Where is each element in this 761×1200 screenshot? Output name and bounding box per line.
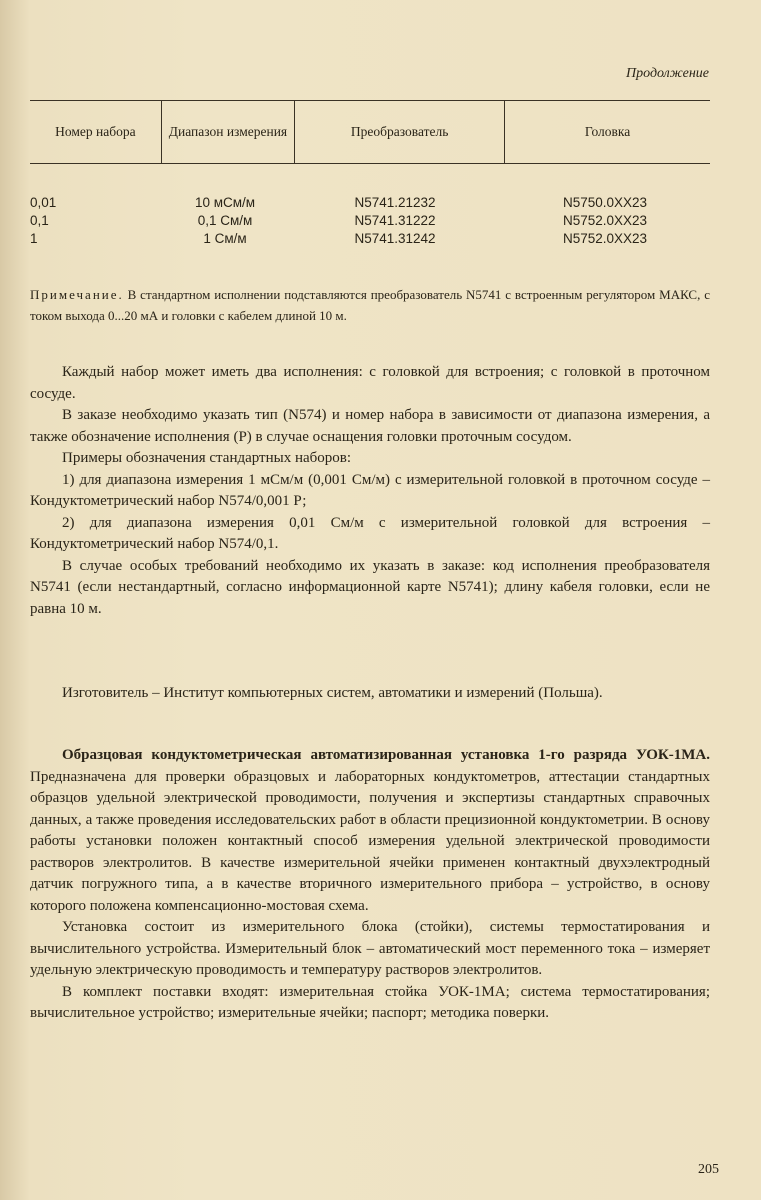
cell: N5741.31242 [354, 231, 436, 246]
cell: N5741.21232 [354, 195, 436, 210]
paragraph: 1) для диапазона измерения 1 мСм/м (0,001 См/м) с измерительной головкой в проточном сосуде – Кондуктометрический набор N574/0,001 Р; [30, 471, 710, 509]
table-header [30, 100, 710, 164]
table-row [30, 212, 710, 230]
table-note [30, 284, 710, 326]
manufacturer-text: Изготовитель – Институт компьютерных систем, автоматики и измерений (Польша). [62, 685, 603, 701]
column-header: Преобразователь [295, 101, 505, 164]
uok-block [30, 745, 710, 1025]
cell: N5752.0XX23 [562, 231, 648, 246]
cell: N5750.0XX23 [562, 195, 648, 210]
paragraph: В случае особых требований необходимо их указать в заказе: код исполнения преобразователя N5741 (если нестандартный, согласно информационной карте N5741); длину кабеля головки, если не равна 10 м. [30, 557, 710, 617]
uok-title: Образцовая кондуктометрическая автоматизированная установка 1-го разряда УОК-1МА. [62, 747, 710, 763]
table-row [30, 230, 710, 248]
paragraph: Примеры обозначения стандартных наборов: [62, 450, 352, 466]
column-header: Диапазон измерения [161, 101, 294, 164]
table-row [30, 194, 710, 212]
cell: 0,01 [30, 195, 57, 210]
uok-text: Предназначена для проверки образцовых и лабораторных кондуктометров, аттестации стандартных образцов удельной электрической проводимости, получения и экспертизы стандартных справочных данных, а также проведения исследовательских работ в области прецизионной кондуктометрии. В основу работы установки положен контактный способ измерения удельной электрической проводимости растворов электролитов. В качестве измерительной ячейки применен контактный двухэлектродный датчик погружного типа, а в качестве вторичного измерительного прибора – устройство, в основу которого положена компенсационно-мостовая схема. [30, 768, 710, 914]
column-header: Номер набора [30, 101, 161, 164]
note-text: В стандартном исполнении подставляются преобразователь N5741 с встроенным регулятором МАКС, с током выхода 0...20 мА и головки с кабелем длиной 10 м. [30, 287, 710, 323]
paragraph: В комплект поставки входят: измерительная стойка УОК-1МА; система термостатирования; вычислительное устройство; измерительные ячейки; паспорт; методика поверки. [30, 983, 710, 1021]
paragraph: Установка состоит из измерительного блока (стойки), системы термостатирования и вычислительного устройства. Измерительный блок – автоматический мост переменного тока – измеряет удельную электрическую проводимость и температуру растворов электролитов. [30, 919, 710, 978]
manufacturer-block [30, 683, 710, 705]
paragraph: Каждый набор может иметь два исполнения: с головкой для встроения; с головкой в проточном сосуде. [30, 364, 710, 402]
continuation-label: Продолжение [626, 66, 709, 81]
note-label: Примечание. [30, 287, 124, 302]
cell: N5741.31222 [354, 213, 436, 228]
paragraph: 2) для диапазона измерения 0,01 См/м с измерительной головкой для встроения – Кондуктометрический набор N574/0,1. [30, 514, 710, 552]
cell: 0,1 См/м [197, 213, 253, 228]
cell: 0,1 [30, 213, 49, 228]
cell: N5752.0XX23 [562, 213, 648, 228]
paragraph: В заказе необходимо указать тип (N574) и номер набора в зависимости от диапазона измерения, а также обозначение исполнения (Р) в случае оснащения головки проточным сосудом. [30, 407, 710, 445]
cell: 1 [30, 231, 38, 246]
uok-paragraph [30, 745, 710, 917]
page-number: 205 [698, 1162, 719, 1177]
cell: 1 См/м [203, 231, 247, 246]
table-body [30, 194, 710, 248]
cell: 10 мСм/м [194, 195, 256, 210]
description-block [30, 362, 710, 620]
column-header: Головка [505, 101, 710, 164]
